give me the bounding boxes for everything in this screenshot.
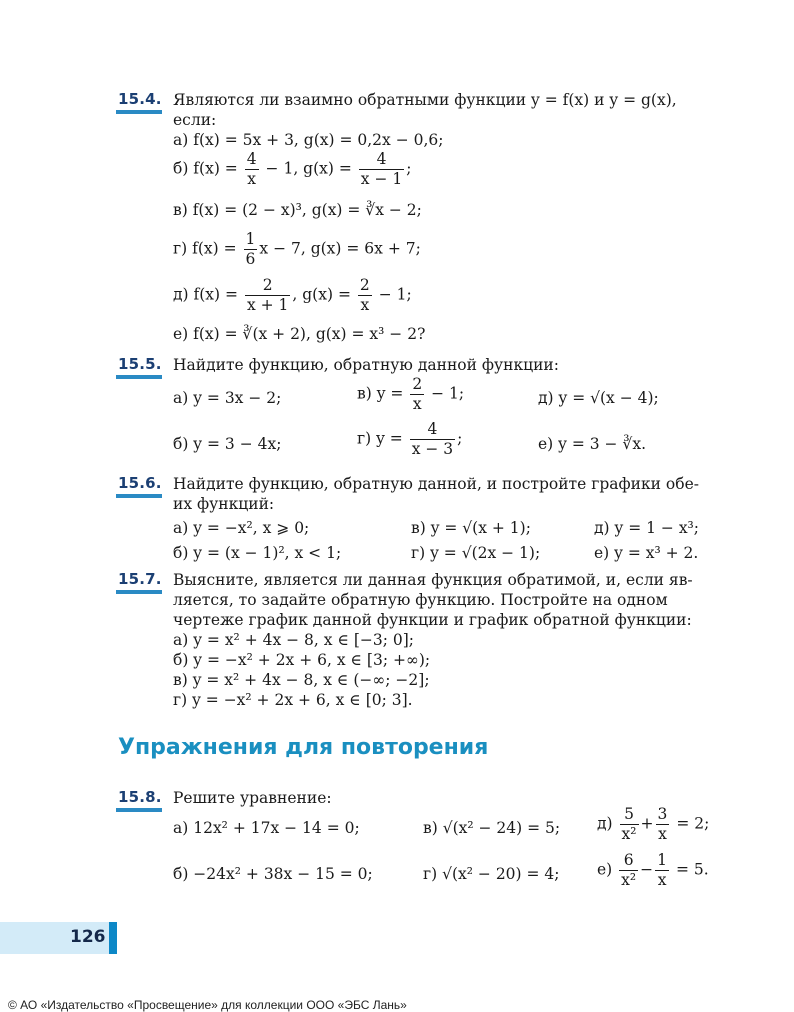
problem-text: если: — [173, 111, 217, 129]
problem-number-15-6: 15.6. — [118, 474, 162, 492]
problem-number-15-8: 15.8. — [118, 788, 162, 806]
problem-underline — [116, 808, 162, 812]
item-e: е) y = x³ + 2. — [594, 544, 699, 562]
fraction: $\frac{6}{\text{x²}}$ — [621, 851, 637, 889]
fraction: $\frac{1}{x}$ — [657, 851, 668, 889]
fraction: $\frac{2}{x}$ — [412, 375, 423, 413]
item-a: а) y = x² + 4x − 8, x ∈ [−3; 0]; — [173, 631, 415, 649]
item-a: а) f(x) = 5x + 3, g(x) = 0,2x − 0,6; — [173, 131, 444, 149]
item-v: в) y = x² + 4x − 8, x ∈ (−∞; −2]; — [173, 671, 430, 689]
item-g: г) y = −x² + 2x + 6, x ∈ [0; 3]. — [173, 691, 413, 709]
item-e: е) $\frac{6}{\text{x²}}$ − $\frac{1}{x}$ = 5. — [597, 851, 709, 889]
item-b: б) y = −x² + 2x + 6, x ∈ [3; +∞); — [173, 651, 431, 669]
page-number: 126 — [70, 927, 106, 947]
fraction: $\frac{2}{x + 1}$ — [246, 276, 289, 314]
section-title: Упражнения для повторения — [118, 735, 489, 760]
item-b: б) y = 3 − 4x; — [173, 435, 282, 453]
item-g: г) √(x² − 20) = 4; — [423, 865, 560, 883]
item-a: а) y = 3x − 2; — [173, 389, 282, 407]
problem-text: Найдите функцию, обратную данной функции: — [173, 356, 559, 374]
item-a: а) y = −x², x ⩾ 0; — [173, 519, 310, 537]
problem-number-15-7: 15.7. — [118, 570, 162, 588]
problem-underline — [116, 375, 162, 379]
item-g: г) f(x) = $\frac{1}{6}$ x − 7, g(x) = 6x + 7; — [173, 230, 421, 268]
problem-text: Выясните, является ли данная функция обратимой, и, если яв- — [173, 571, 693, 589]
problem-text: чертеже график данной функции и график обратной функции: — [173, 611, 692, 629]
problem-number-15-5: 15.5. — [118, 355, 162, 373]
item-b: б) −24x² + 38x − 15 = 0; — [173, 865, 373, 883]
problem-underline — [116, 590, 162, 594]
item-v: в) √(x² − 24) = 5; — [423, 819, 561, 837]
fraction: $\frac{4}{x - 1}$ — [360, 150, 403, 188]
item-d: д) y = √(x − 4); — [538, 389, 659, 407]
problem-text: Найдите функцию, обратную данной, и постройте графики обе- — [173, 475, 699, 493]
fraction: $\frac{4}{x}$ — [246, 150, 257, 188]
item-g: г) y = $\frac{4}{x - 3}$ ; — [357, 420, 463, 458]
problem-underline — [116, 110, 162, 114]
item-v: в) f(x) = (2 − x)³, g(x) = ∛x − 2; — [173, 201, 422, 219]
problem-number-15-4: 15.4. — [118, 90, 162, 108]
fraction: $\frac{3}{x}$ — [657, 805, 668, 843]
item-d: д) y = 1 − x³; — [594, 519, 699, 537]
fraction: $\frac{5}{\text{x²}}$ — [621, 805, 637, 843]
fraction: $\frac{4}{x - 3}$ — [411, 420, 454, 458]
item-a: а) 12x² + 17x − 14 = 0; — [173, 819, 360, 837]
fraction: $\frac{2}{x}$ — [359, 276, 370, 314]
item-v: в) y = $\frac{2}{x}$ − 1; — [357, 375, 465, 413]
problem-text: их функций: — [173, 495, 275, 513]
item-b: б) f(x) = $\frac{4}{x}$ − 1, g(x) = $\frac{4}{x - 1}$ ; — [173, 150, 412, 188]
item-d: д) $\frac{5}{\text{x²}}$ + $\frac{3}{x}$ = 2; — [597, 805, 710, 843]
item-e: е) y = 3 − ∛x. — [538, 435, 646, 453]
item-b: б) y = (x − 1)², x < 1; — [173, 544, 342, 562]
problem-text: Являются ли взаимно обратными функции y = f(x) и y = g(x), — [173, 91, 677, 109]
copyright-footer: © АО «Издательство «Просвещение» для коллекции ООО «ЭБС Лань» — [8, 998, 407, 1012]
problem-text: ляется, то задайте обратную функцию. Постройте на одном — [173, 591, 668, 609]
item-d: д) f(x) = $\frac{2}{x + 1}$ , g(x) = $\frac{2}{x}$ − 1; — [173, 276, 412, 314]
fraction: $\frac{1}{6}$ — [245, 230, 256, 268]
problem-text: Решите уравнение: — [173, 789, 332, 807]
item-g: г) y = √(2x − 1); — [411, 544, 541, 562]
problem-underline — [116, 494, 162, 498]
page-number-marker — [109, 922, 117, 954]
item-e: е) f(x) = ∛(x + 2), g(x) = x³ − 2? — [173, 325, 426, 343]
item-v: в) y = √(x + 1); — [411, 519, 531, 537]
